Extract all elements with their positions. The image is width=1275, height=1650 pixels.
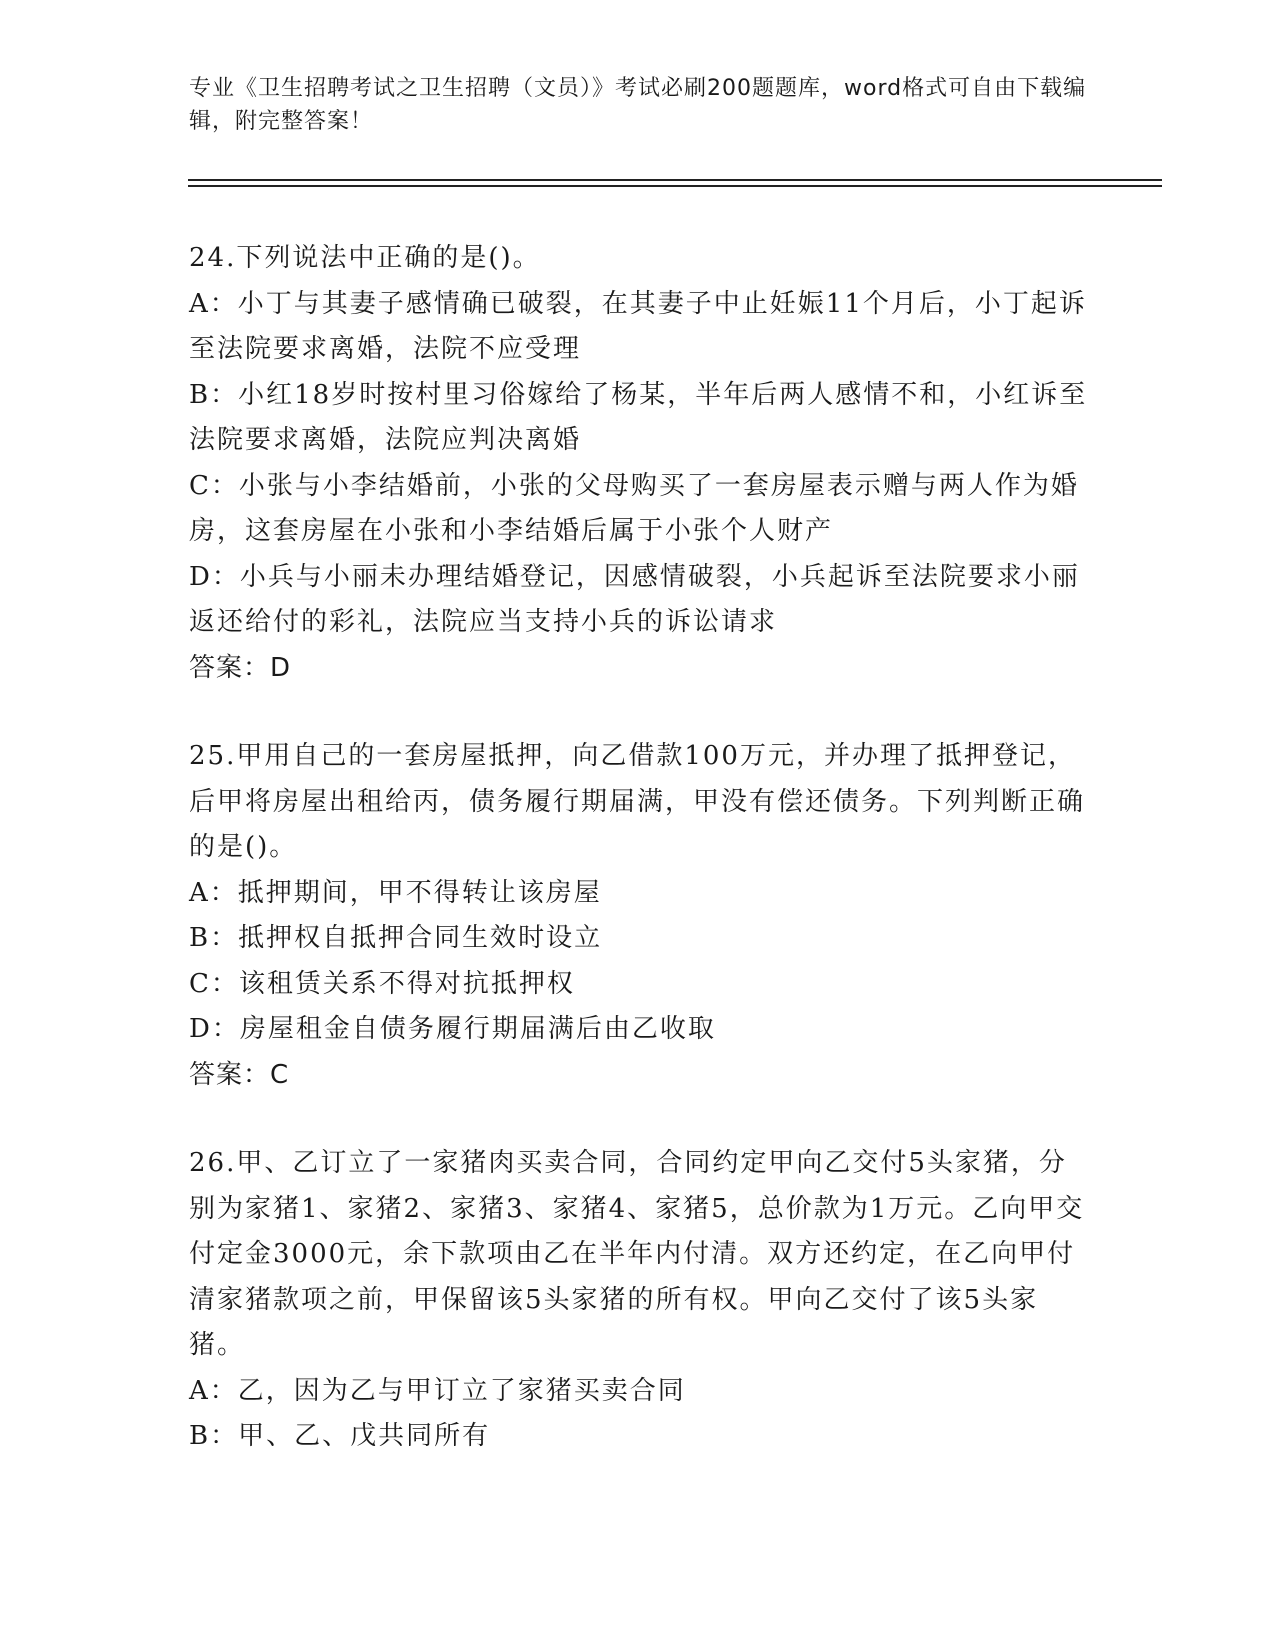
header-divider-bottom [188, 185, 1162, 187]
option-c: C：小张与小李结婚前，小张的父母购买了一套房屋表示赠与两人作为婚房，这套房屋在小张和小李结婚后属于小张个人财产 [189, 470, 1079, 546]
option-d: D：小兵与小丽未办理结婚登记，因感情破裂，小兵起诉至法院要求小丽返还给付的彩礼，法院应当支持小兵的诉讼请求 [189, 561, 1080, 637]
option-a: A：乙，因为乙与甲订立了家猪买卖合同 [189, 1375, 686, 1406]
option-d: D：房屋租金自债务履行期届满后由乙收取 [189, 1014, 716, 1044]
answer-label: 答案：D [189, 652, 292, 683]
answer-label: 答案：C [189, 1059, 290, 1090]
question-26 [189, 1141, 1089, 1460]
question-stem: 25.甲用自己的一套房屋抵押，向乙借款100万元，并办理了抵押登记，后甲将房屋出租给丙，债务履行期届满，甲没有偿还债务。下列判断正确的是()。 [189, 741, 1086, 862]
option-b: B：抵押权自抵押合同生效时设立 [189, 923, 603, 953]
header-divider-top [188, 179, 1162, 181]
option-c: C：该租赁关系不得对抗抵押权 [189, 968, 575, 999]
question-25 [189, 734, 1089, 1098]
option-a: A：抵押期间，甲不得转让该房屋 [189, 877, 602, 908]
question-stem: 26.甲、乙订立了一家猪肉买卖合同，合同约定甲向乙交付5头家猪，分别为家猪1、家猪2、家猪3、家猪4、家猪5，总价款为1万元。乙向甲交付定金3000元，余下款项由乙在半年内付清。双方还约定，在乙向甲付清家猪款项之前，甲保留该5头家猪的所有权。甲向乙交付了该5头家猪。 [189, 1148, 1085, 1360]
option-a: A：小丁与其妻子感情确已破裂，在其妻子中止妊娠11个月后，小丁起诉至法院要求离婚，法院不应受理 [189, 288, 1087, 364]
question-stem: 24.下列说法中正确的是()。 [189, 243, 541, 273]
option-b: B：小红18岁时按村里习俗嫁给了杨某，半年后两人感情不和，小红诉至法院要求离婚，法院应判决离婚 [189, 379, 1088, 455]
document-header: 专业《卫生招聘考试之卫生招聘（文员）》考试必刷200题题库，word格式可自由下载编辑，附完整答案！ [189, 76, 1087, 134]
option-b: B：甲、乙、戊共同所有 [189, 1421, 491, 1451]
question-24 [189, 236, 1089, 691]
question-list [189, 236, 1089, 1503]
